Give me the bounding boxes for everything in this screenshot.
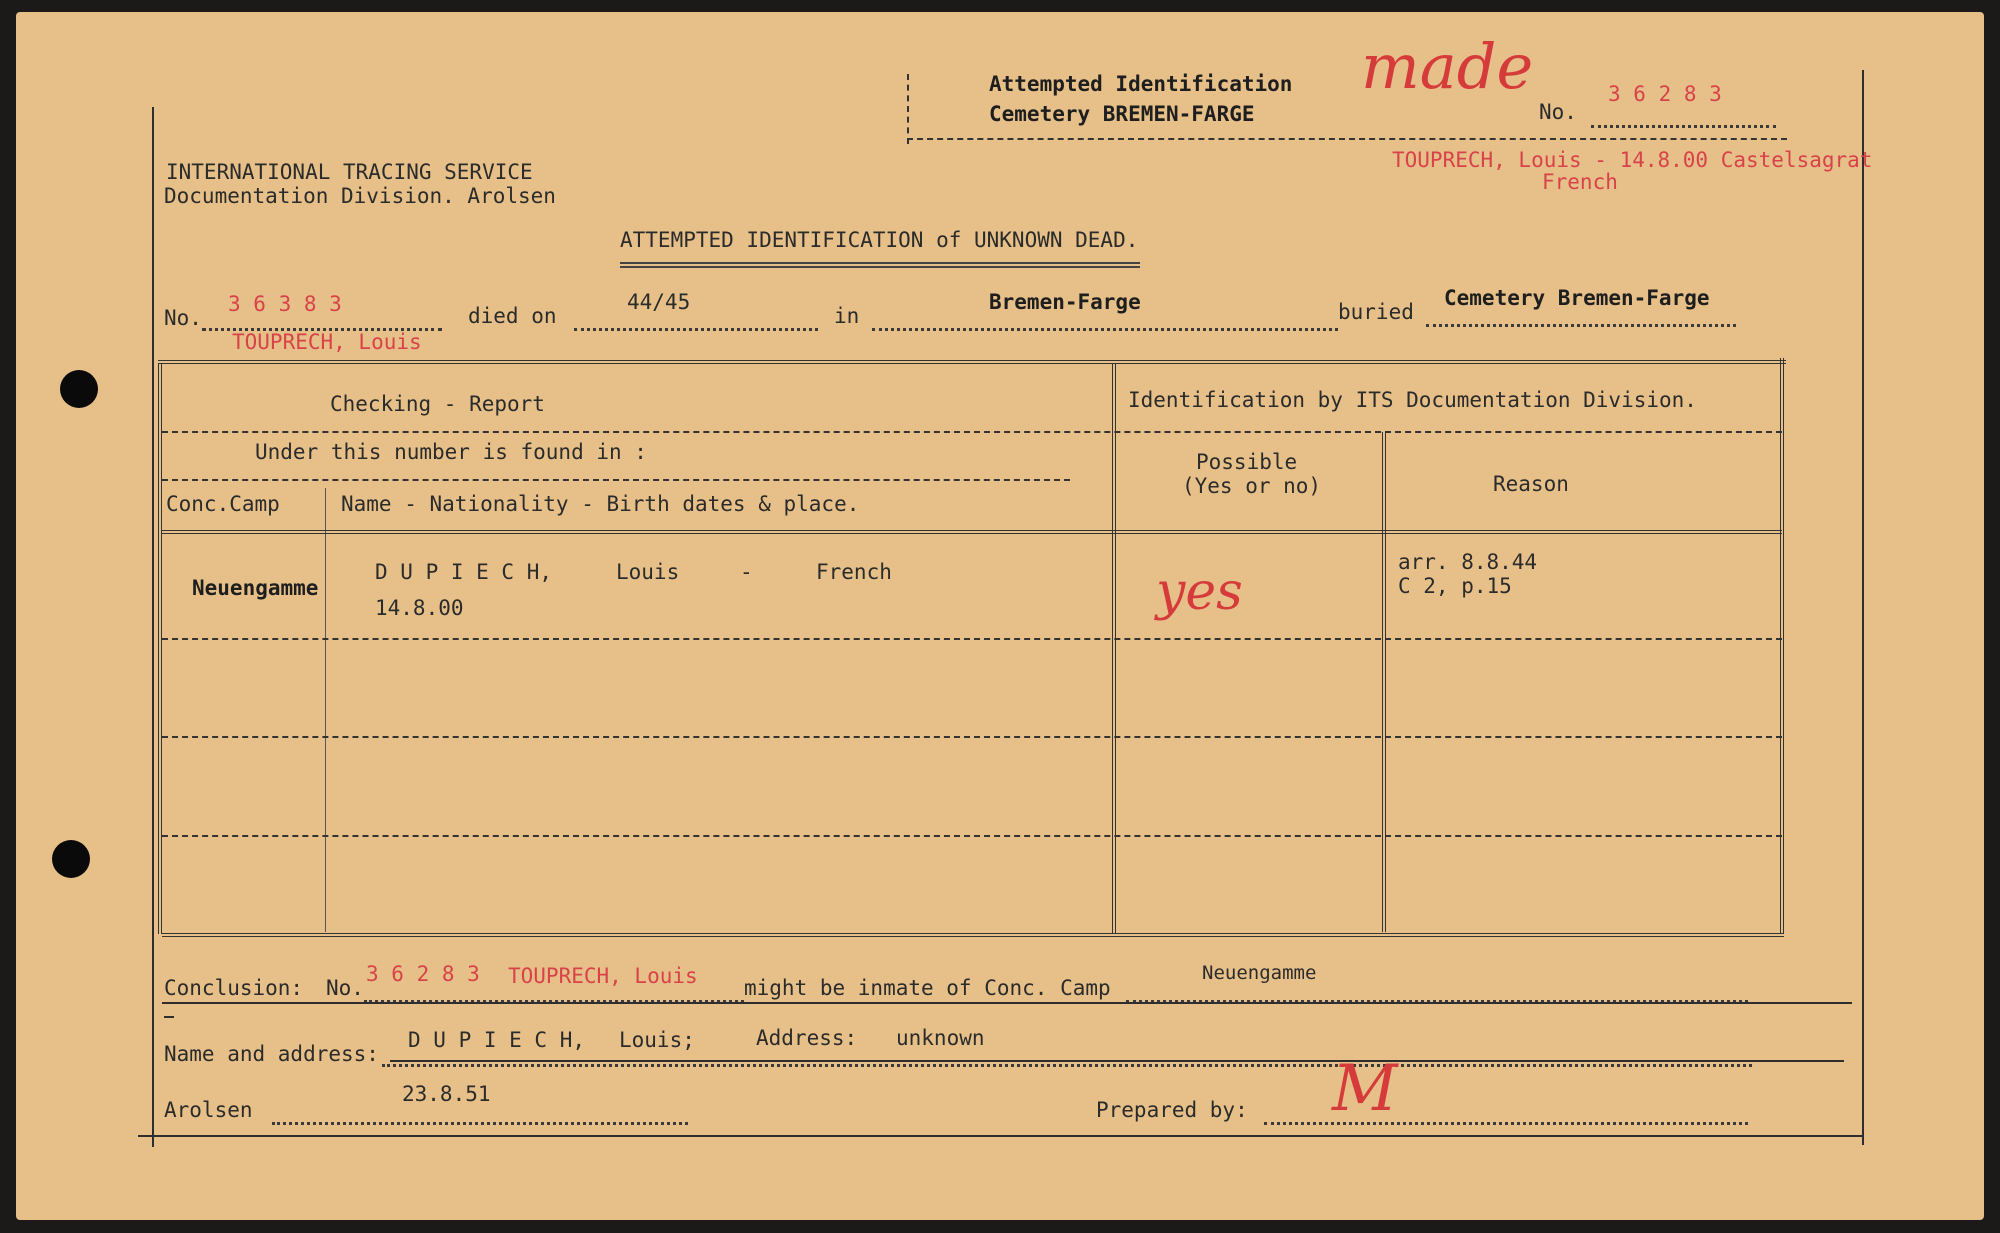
row-separator-line xyxy=(162,835,1782,837)
conclusion-text: might be inmate of Conc. Camp xyxy=(744,976,1111,1000)
row-separator: - xyxy=(740,560,753,584)
in-dots xyxy=(872,316,1338,331)
header-box-left-edge xyxy=(907,74,909,144)
header-no-label: No. xyxy=(1539,100,1577,124)
header-box-bottom-edge xyxy=(907,138,1787,140)
prepared-by-initials: M xyxy=(1332,1052,1398,1126)
col-camp-header: Conc.Camp xyxy=(166,492,280,516)
header-separator xyxy=(162,431,1782,433)
row-camp: Neuengamme xyxy=(192,576,319,600)
name-address-firstname: Louis; xyxy=(619,1028,695,1052)
name-address-surname: D U P I E C H, xyxy=(408,1028,586,1052)
record-no-label: No. xyxy=(164,306,202,330)
right-border-line xyxy=(1862,70,1864,1145)
column-header-separator xyxy=(162,530,1782,534)
date-value: 23.8.51 xyxy=(402,1082,491,1106)
punch-hole xyxy=(52,840,90,878)
punch-hole xyxy=(60,370,98,408)
buried-label: buried xyxy=(1338,300,1414,324)
header-no-dots xyxy=(1591,107,1776,128)
conclusion-name-red: TOUPRECH, Louis xyxy=(508,964,698,988)
conclusion-no-dots xyxy=(364,988,744,1003)
conclusion-camp-dots xyxy=(1126,988,1748,1003)
name-address-label: Name and address: xyxy=(164,1042,379,1066)
name-address-rule xyxy=(390,1060,1844,1062)
in-value: Bremen-Farge xyxy=(989,290,1141,314)
row-birth-date: 14.8.00 xyxy=(375,596,464,620)
document-title: ATTEMPTED IDENTIFICATION of UNKNOWN DEAD. xyxy=(620,228,1139,252)
table-divider-possible xyxy=(1382,432,1386,932)
row-nationality: French xyxy=(816,560,892,584)
under-number-separator xyxy=(162,479,1070,481)
short-tick xyxy=(164,1016,174,1018)
row-firstname: Louis xyxy=(616,560,680,584)
org-line1: INTERNATIONAL TRACING SERVICE xyxy=(166,160,533,184)
identification-header: Identification by ITS Documentation Division. xyxy=(1128,388,1697,412)
table-top-border xyxy=(158,360,1786,364)
checking-report-header: Checking - Report xyxy=(330,392,545,416)
row-reason-line1: arr. 8.8.44 xyxy=(1398,550,1538,574)
record-card xyxy=(16,12,1984,1220)
row-separator-line xyxy=(162,736,1782,738)
died-value: 44/45 xyxy=(627,290,691,314)
table-divider-main xyxy=(1112,364,1116,934)
col-reason-header: Reason xyxy=(1493,472,1569,496)
buried-value: Cemetery Bremen-Farge xyxy=(1444,286,1710,310)
record-name-red: TOUPRECH, Louis xyxy=(232,330,422,354)
died-dots xyxy=(574,316,818,331)
left-border-line xyxy=(152,107,154,1147)
table-left-border xyxy=(158,364,162,934)
header-box-line1: Attempted Identification xyxy=(989,72,1293,96)
org-line2: Documentation Division. Arolsen xyxy=(164,184,556,208)
address-label: Address: xyxy=(756,1026,858,1050)
prepared-by-label: Prepared by: xyxy=(1096,1098,1248,1122)
red-person-line1: TOUPRECH, Louis - 14.8.00 Castelsagrat xyxy=(1392,148,1873,172)
col-possible-subheader: (Yes or no) xyxy=(1182,474,1322,498)
red-person-line2: French xyxy=(1542,170,1618,194)
title-underline xyxy=(620,262,1140,268)
col-possible-header: Possible xyxy=(1196,450,1298,474)
col-name-header: Name - Nationality - Birth dates & place. xyxy=(341,492,860,516)
conclusion-camp-value: Neuengamme xyxy=(1202,962,1317,984)
header-no-value: 3 6 2 8 3 xyxy=(1608,82,1722,106)
row-reason-line2: C 2, p.15 xyxy=(1398,574,1512,598)
conclusion-label: Conclusion: xyxy=(164,976,304,1000)
table-bottom-border xyxy=(162,933,1784,937)
row-surname: D U P I E C H, xyxy=(375,560,553,584)
place-dots xyxy=(272,1110,688,1125)
table-divider-camp xyxy=(325,488,326,932)
conclusion-no-value: 3 6 2 8 3 xyxy=(366,962,480,986)
conclusion-rule xyxy=(162,1002,1852,1004)
header-box-line2: Cemetery BREMEN-FARGE xyxy=(989,102,1255,126)
record-no-dots xyxy=(202,316,442,331)
address-value: unknown xyxy=(896,1026,985,1050)
table-right-border xyxy=(1780,358,1784,934)
conclusion-no-label: No. xyxy=(326,976,364,1000)
buried-dots xyxy=(1426,312,1736,327)
place-label: Arolsen xyxy=(164,1098,253,1122)
died-label: died on xyxy=(468,304,557,328)
in-label: in xyxy=(834,304,860,328)
row-separator-line xyxy=(162,638,1782,640)
row-possible-handwritten: yes xyxy=(1156,562,1243,622)
made-stamp: made xyxy=(1361,30,1534,103)
record-no-value: 3 6 3 8 3 xyxy=(228,292,342,316)
under-number-text: Under this number is found in : xyxy=(255,440,647,464)
bottom-border-line xyxy=(138,1135,1864,1137)
